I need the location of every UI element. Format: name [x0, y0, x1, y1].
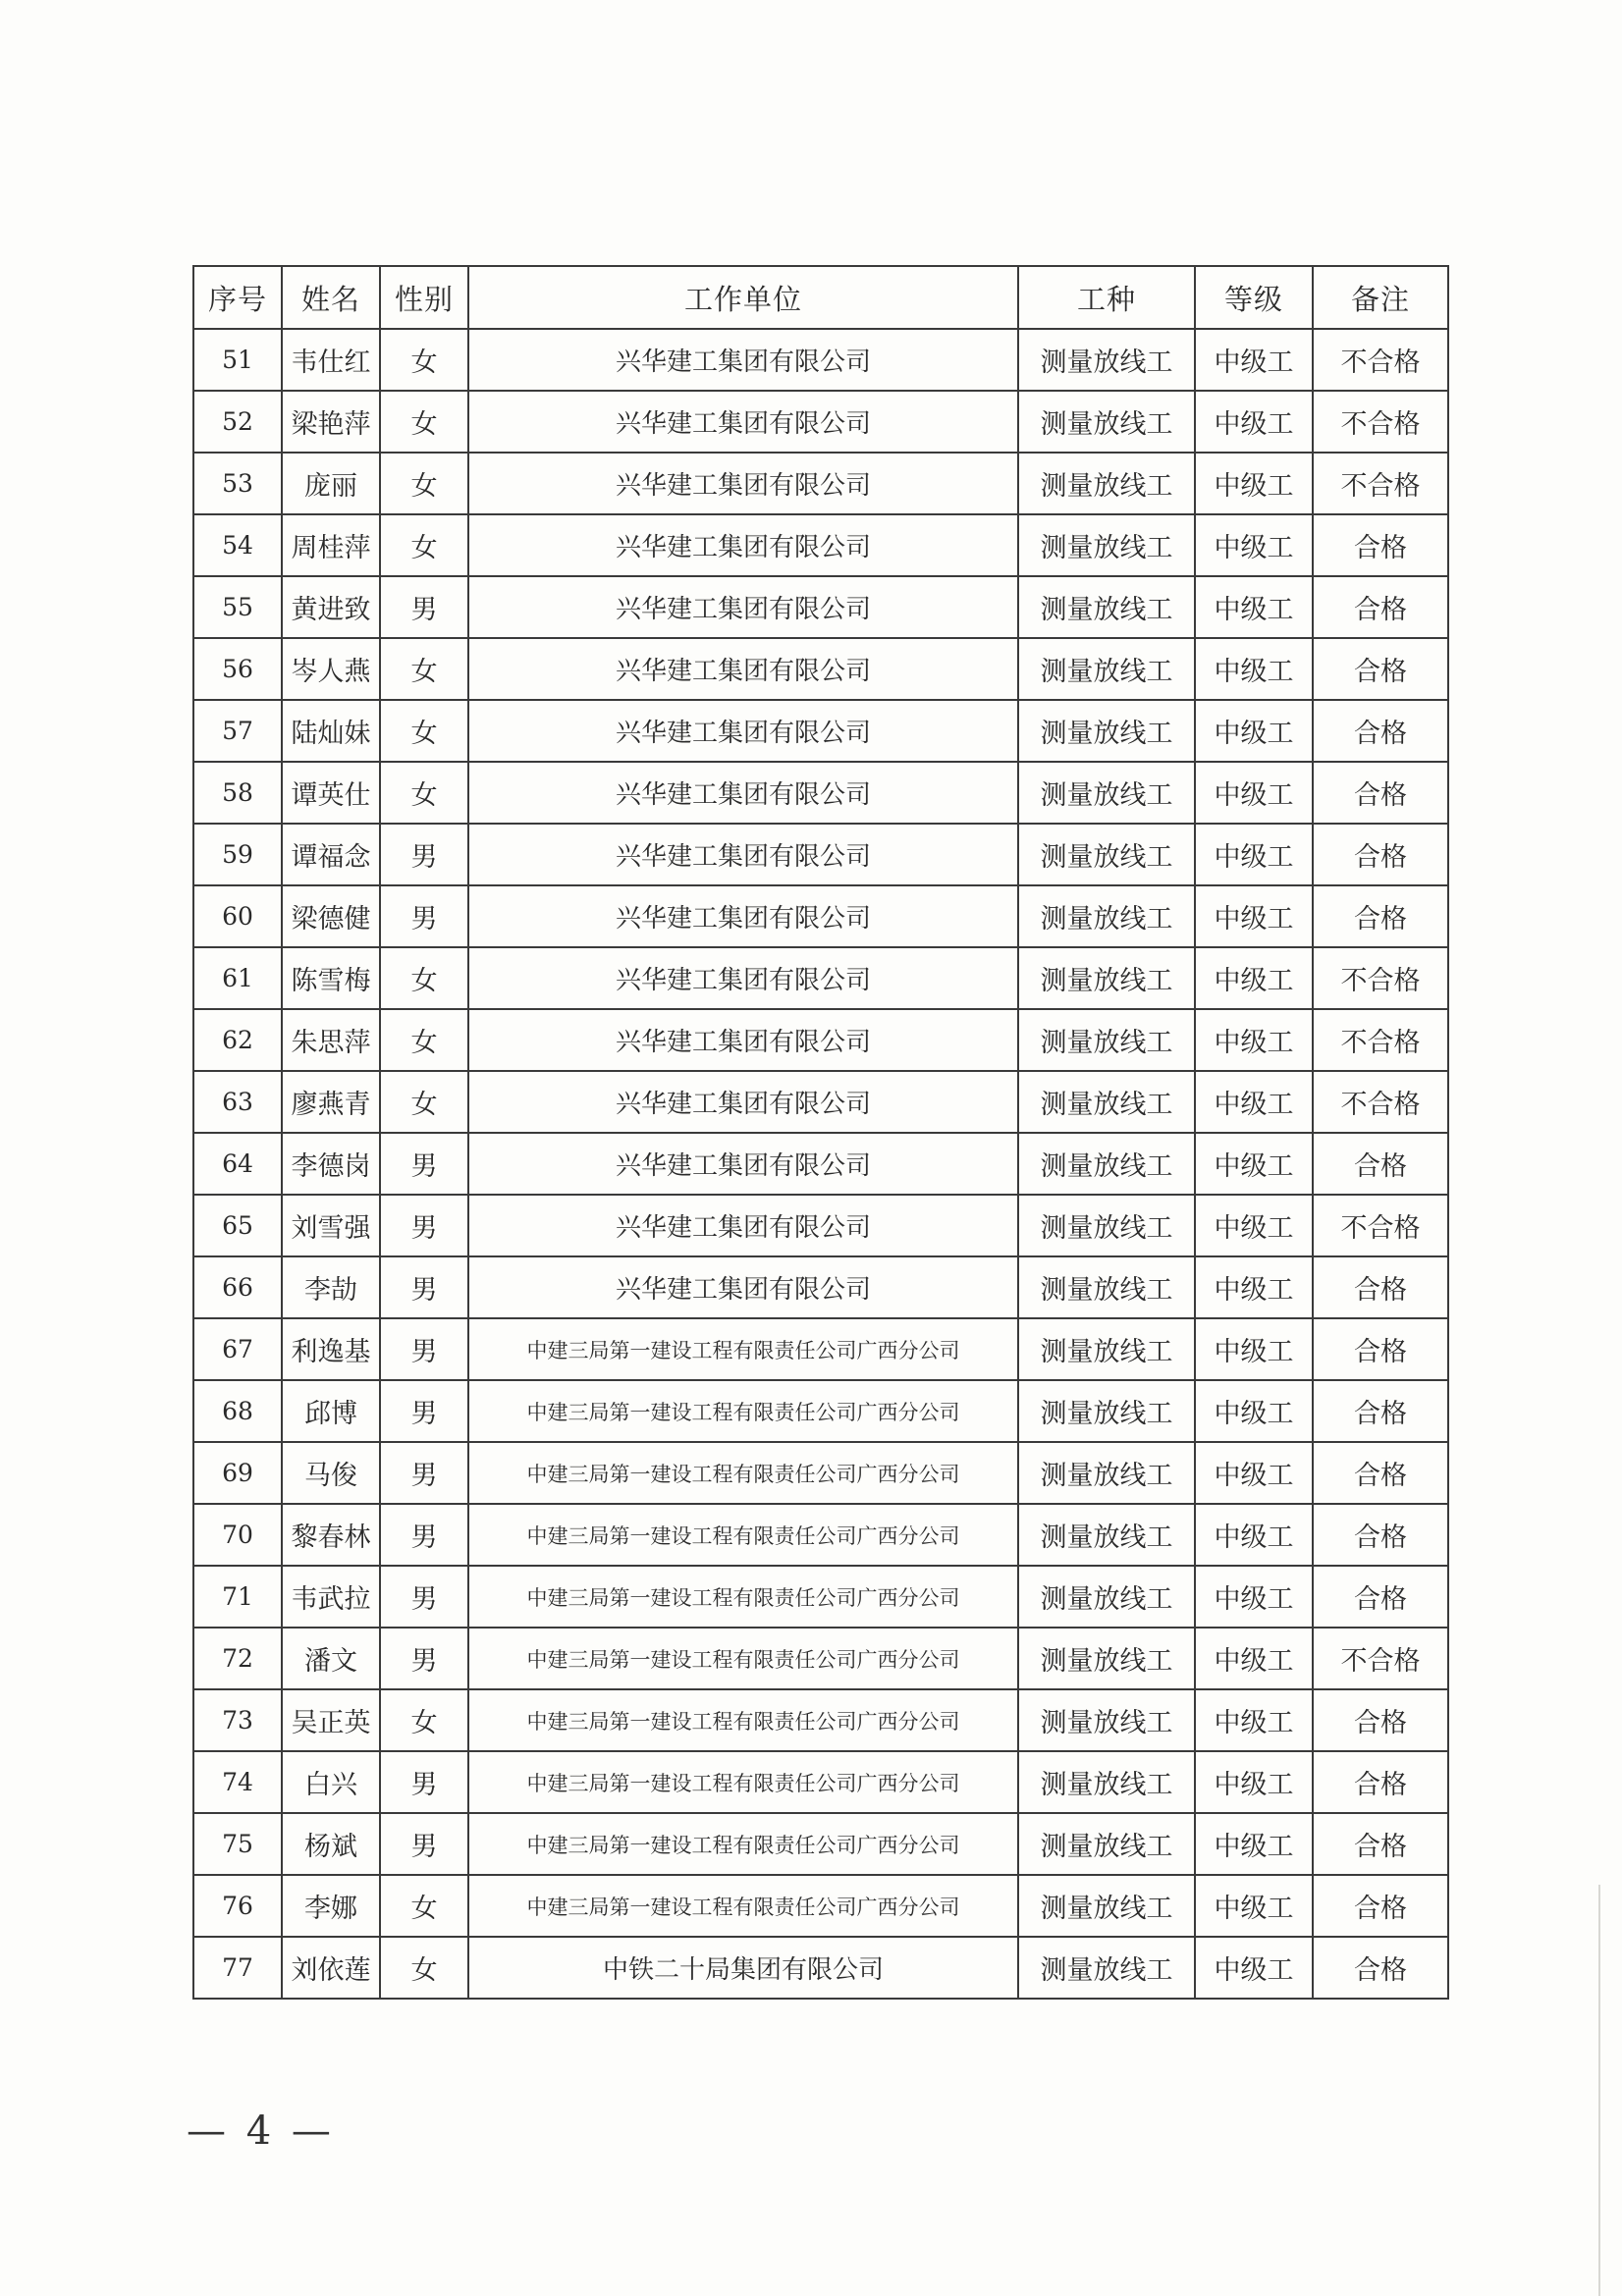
cell-remark: 合格 [1313, 1875, 1448, 1937]
cell-level: 中级工 [1195, 329, 1313, 391]
cell-work-unit: 兴华建工集团有限公司 [468, 762, 1018, 824]
cell-name: 黎春林 [282, 1504, 380, 1566]
cell-gender: 女 [380, 1071, 468, 1133]
cell-trade: 测量放线工 [1018, 1256, 1195, 1318]
cell-work-unit: 兴华建工集团有限公司 [468, 947, 1018, 1009]
cell-no: 56 [193, 638, 282, 700]
cell-trade: 测量放线工 [1018, 329, 1195, 391]
cell-name: 黄进致 [282, 576, 380, 638]
cell-gender: 男 [380, 1566, 468, 1628]
cell-gender: 女 [380, 700, 468, 762]
cell-gender: 女 [380, 1875, 468, 1937]
cell-work-unit: 兴华建工集团有限公司 [468, 1256, 1018, 1318]
table-row [193, 1875, 1448, 1937]
cell-trade: 测量放线工 [1018, 1009, 1195, 1071]
cell-gender: 女 [380, 453, 468, 514]
header-trade: 工种 [1018, 266, 1195, 329]
table-row [193, 1009, 1448, 1071]
cell-remark: 不合格 [1313, 1628, 1448, 1689]
cell-no: 67 [193, 1318, 282, 1380]
cell-remark: 合格 [1313, 576, 1448, 638]
cell-work-unit: 兴华建工集团有限公司 [468, 1009, 1018, 1071]
cell-no: 52 [193, 391, 282, 453]
cell-name: 梁艳萍 [282, 391, 380, 453]
cell-no: 77 [193, 1937, 282, 1999]
cell-no: 76 [193, 1875, 282, 1937]
table-row [193, 1566, 1448, 1628]
header-work-unit: 工作单位 [468, 266, 1018, 329]
cell-work-unit: 兴华建工集团有限公司 [468, 391, 1018, 453]
cell-trade: 测量放线工 [1018, 700, 1195, 762]
cell-no: 73 [193, 1689, 282, 1751]
cell-gender: 女 [380, 947, 468, 1009]
cell-level: 中级工 [1195, 1442, 1313, 1504]
cell-level: 中级工 [1195, 1813, 1313, 1875]
cell-work-unit: 兴华建工集团有限公司 [468, 824, 1018, 885]
cell-no: 57 [193, 700, 282, 762]
cell-work-unit: 中建三局第一建设工程有限责任公司广西分公司 [468, 1813, 1018, 1875]
cell-work-unit: 兴华建工集团有限公司 [468, 576, 1018, 638]
cell-work-unit: 中建三局第一建设工程有限责任公司广西分公司 [468, 1504, 1018, 1566]
cell-no: 64 [193, 1133, 282, 1195]
cell-name: 马俊 [282, 1442, 380, 1504]
cell-no: 54 [193, 514, 282, 576]
table-row [193, 514, 1448, 576]
cell-trade: 测量放线工 [1018, 1133, 1195, 1195]
cell-gender: 男 [380, 1751, 468, 1813]
cell-level: 中级工 [1195, 1195, 1313, 1256]
cell-remark: 合格 [1313, 885, 1448, 947]
cell-trade: 测量放线工 [1018, 1380, 1195, 1442]
cell-level: 中级工 [1195, 1133, 1313, 1195]
cell-gender: 女 [380, 638, 468, 700]
cell-name: 李德岗 [282, 1133, 380, 1195]
cell-level: 中级工 [1195, 1937, 1313, 1999]
cell-gender: 男 [380, 824, 468, 885]
cell-remark: 合格 [1313, 1504, 1448, 1566]
table-row [193, 885, 1448, 947]
cell-remark: 合格 [1313, 1442, 1448, 1504]
cell-level: 中级工 [1195, 1875, 1313, 1937]
cell-name: 韦仕红 [282, 329, 380, 391]
cell-trade: 测量放线工 [1018, 1195, 1195, 1256]
cell-no: 65 [193, 1195, 282, 1256]
cell-level: 中级工 [1195, 1009, 1313, 1071]
cell-work-unit: 中建三局第一建设工程有限责任公司广西分公司 [468, 1318, 1018, 1380]
table-row [193, 762, 1448, 824]
table-row [193, 1504, 1448, 1566]
cell-trade: 测量放线工 [1018, 453, 1195, 514]
table-row [193, 947, 1448, 1009]
table-row [193, 1689, 1448, 1751]
cell-gender: 女 [380, 1937, 468, 1999]
cell-name: 利逸基 [282, 1318, 380, 1380]
table-body [193, 329, 1448, 1999]
cell-trade: 测量放线工 [1018, 1875, 1195, 1937]
cell-work-unit: 中建三局第一建设工程有限责任公司广西分公司 [468, 1875, 1018, 1937]
cell-level: 中级工 [1195, 638, 1313, 700]
table-row [193, 1937, 1448, 1999]
cell-name: 朱思萍 [282, 1009, 380, 1071]
cell-gender: 男 [380, 1256, 468, 1318]
table-header-row [193, 266, 1448, 329]
cell-work-unit: 中建三局第一建设工程有限责任公司广西分公司 [468, 1689, 1018, 1751]
cell-work-unit: 兴华建工集团有限公司 [468, 453, 1018, 514]
cell-no: 55 [193, 576, 282, 638]
table-row [193, 391, 1448, 453]
table-row [193, 1751, 1448, 1813]
header-level: 等级 [1195, 266, 1313, 329]
cell-remark: 不合格 [1313, 947, 1448, 1009]
cell-level: 中级工 [1195, 1256, 1313, 1318]
cell-remark: 合格 [1313, 762, 1448, 824]
cell-level: 中级工 [1195, 1689, 1313, 1751]
cell-work-unit: 中铁二十局集团有限公司 [468, 1937, 1018, 1999]
cell-work-unit: 中建三局第一建设工程有限责任公司广西分公司 [468, 1566, 1018, 1628]
cell-no: 59 [193, 824, 282, 885]
cell-level: 中级工 [1195, 514, 1313, 576]
cell-no: 62 [193, 1009, 282, 1071]
cell-no: 60 [193, 885, 282, 947]
table-row [193, 329, 1448, 391]
table-row [193, 576, 1448, 638]
page-number: — 4 — [187, 2109, 335, 2154]
cell-name: 陆灿妹 [282, 700, 380, 762]
cell-trade: 测量放线工 [1018, 1504, 1195, 1566]
cell-work-unit: 兴华建工集团有限公司 [468, 1133, 1018, 1195]
cell-no: 75 [193, 1813, 282, 1875]
table-row [193, 1133, 1448, 1195]
cell-no: 66 [193, 1256, 282, 1318]
header-name: 姓名 [282, 266, 380, 329]
cell-remark: 合格 [1313, 700, 1448, 762]
cell-trade: 测量放线工 [1018, 824, 1195, 885]
cell-trade: 测量放线工 [1018, 1318, 1195, 1380]
cell-work-unit: 兴华建工集团有限公司 [468, 700, 1018, 762]
cell-level: 中级工 [1195, 824, 1313, 885]
cell-no: 74 [193, 1751, 282, 1813]
roster-table [192, 265, 1449, 2000]
cell-name: 邱博 [282, 1380, 380, 1442]
cell-trade: 测量放线工 [1018, 1813, 1195, 1875]
table-row [193, 1195, 1448, 1256]
header-remark: 备注 [1313, 266, 1448, 329]
cell-work-unit: 兴华建工集团有限公司 [468, 885, 1018, 947]
table-row [193, 1256, 1448, 1318]
cell-name: 潘文 [282, 1628, 380, 1689]
cell-level: 中级工 [1195, 391, 1313, 453]
table-row [193, 1442, 1448, 1504]
cell-gender: 女 [380, 762, 468, 824]
cell-remark: 不合格 [1313, 1009, 1448, 1071]
cell-trade: 测量放线工 [1018, 576, 1195, 638]
cell-name: 李娜 [282, 1875, 380, 1937]
cell-level: 中级工 [1195, 1318, 1313, 1380]
cell-name: 廖燕青 [282, 1071, 380, 1133]
cell-level: 中级工 [1195, 576, 1313, 638]
cell-remark: 不合格 [1313, 329, 1448, 391]
cell-remark: 合格 [1313, 1256, 1448, 1318]
cell-no: 58 [193, 762, 282, 824]
cell-name: 陈雪梅 [282, 947, 380, 1009]
header-gender: 性别 [380, 266, 468, 329]
cell-level: 中级工 [1195, 1071, 1313, 1133]
cell-remark: 合格 [1313, 1813, 1448, 1875]
cell-work-unit: 兴华建工集团有限公司 [468, 638, 1018, 700]
cell-gender: 男 [380, 1133, 468, 1195]
cell-no: 53 [193, 453, 282, 514]
cell-gender: 女 [380, 1009, 468, 1071]
cell-level: 中级工 [1195, 947, 1313, 1009]
cell-gender: 男 [380, 885, 468, 947]
cell-no: 70 [193, 1504, 282, 1566]
cell-name: 庞丽 [282, 453, 380, 514]
table-row [193, 638, 1448, 700]
cell-gender: 男 [380, 1318, 468, 1380]
table-row [193, 453, 1448, 514]
cell-trade: 测量放线工 [1018, 1628, 1195, 1689]
cell-trade: 测量放线工 [1018, 1937, 1195, 1999]
cell-trade: 测量放线工 [1018, 1071, 1195, 1133]
cell-level: 中级工 [1195, 1751, 1313, 1813]
cell-name: 谭英仕 [282, 762, 380, 824]
cell-gender: 女 [380, 391, 468, 453]
cell-work-unit: 中建三局第一建设工程有限责任公司广西分公司 [468, 1628, 1018, 1689]
cell-remark: 合格 [1313, 514, 1448, 576]
table-row [193, 700, 1448, 762]
cell-trade: 测量放线工 [1018, 1442, 1195, 1504]
cell-remark: 合格 [1313, 1689, 1448, 1751]
cell-name: 梁德健 [282, 885, 380, 947]
cell-gender: 女 [380, 329, 468, 391]
cell-level: 中级工 [1195, 1504, 1313, 1566]
cell-trade: 测量放线工 [1018, 947, 1195, 1009]
cell-name: 李劼 [282, 1256, 380, 1318]
cell-trade: 测量放线工 [1018, 391, 1195, 453]
cell-no: 71 [193, 1566, 282, 1628]
cell-remark: 合格 [1313, 1937, 1448, 1999]
cell-gender: 男 [380, 1380, 468, 1442]
cell-gender: 男 [380, 1195, 468, 1256]
cell-work-unit: 兴华建工集团有限公司 [468, 1195, 1018, 1256]
cell-level: 中级工 [1195, 1566, 1313, 1628]
table-row [193, 1813, 1448, 1875]
cell-no: 51 [193, 329, 282, 391]
cell-no: 69 [193, 1442, 282, 1504]
cell-work-unit: 兴华建工集团有限公司 [468, 1071, 1018, 1133]
cell-remark: 合格 [1313, 824, 1448, 885]
table-row [193, 824, 1448, 885]
cell-remark: 不合格 [1313, 391, 1448, 453]
cell-gender: 男 [380, 1442, 468, 1504]
cell-trade: 测量放线工 [1018, 514, 1195, 576]
table-row [193, 1380, 1448, 1442]
cell-work-unit: 兴华建工集团有限公司 [468, 329, 1018, 391]
cell-remark: 合格 [1313, 1133, 1448, 1195]
cell-trade: 测量放线工 [1018, 1751, 1195, 1813]
cell-no: 68 [193, 1380, 282, 1442]
cell-name: 周桂萍 [282, 514, 380, 576]
cell-name: 刘雪强 [282, 1195, 380, 1256]
cell-remark: 合格 [1313, 638, 1448, 700]
cell-level: 中级工 [1195, 885, 1313, 947]
cell-name: 吴正英 [282, 1689, 380, 1751]
cell-no: 63 [193, 1071, 282, 1133]
cell-gender: 女 [380, 1689, 468, 1751]
cell-work-unit: 中建三局第一建设工程有限责任公司广西分公司 [468, 1442, 1018, 1504]
cell-name: 谭福念 [282, 824, 380, 885]
cell-remark: 不合格 [1313, 1195, 1448, 1256]
cell-level: 中级工 [1195, 1380, 1313, 1442]
cell-gender: 男 [380, 1813, 468, 1875]
cell-remark: 合格 [1313, 1566, 1448, 1628]
cell-name: 白兴 [282, 1751, 380, 1813]
table-row [193, 1071, 1448, 1133]
cell-trade: 测量放线工 [1018, 638, 1195, 700]
cell-trade: 测量放线工 [1018, 885, 1195, 947]
cell-work-unit: 中建三局第一建设工程有限责任公司广西分公司 [468, 1380, 1018, 1442]
cell-gender: 男 [380, 576, 468, 638]
scan-edge-line [1598, 1885, 1600, 2296]
cell-remark: 合格 [1313, 1751, 1448, 1813]
cell-gender: 男 [380, 1628, 468, 1689]
cell-name: 刘依莲 [282, 1937, 380, 1999]
cell-level: 中级工 [1195, 700, 1313, 762]
table-row [193, 1318, 1448, 1380]
cell-no: 61 [193, 947, 282, 1009]
cell-remark: 不合格 [1313, 453, 1448, 514]
cell-level: 中级工 [1195, 1628, 1313, 1689]
cell-name: 韦武拉 [282, 1566, 380, 1628]
cell-no: 72 [193, 1628, 282, 1689]
cell-level: 中级工 [1195, 762, 1313, 824]
cell-name: 岑人燕 [282, 638, 380, 700]
cell-name: 杨斌 [282, 1813, 380, 1875]
cell-remark: 不合格 [1313, 1071, 1448, 1133]
header-no: 序号 [193, 266, 282, 329]
cell-remark: 合格 [1313, 1380, 1448, 1442]
cell-work-unit: 中建三局第一建设工程有限责任公司广西分公司 [468, 1751, 1018, 1813]
cell-gender: 女 [380, 514, 468, 576]
cell-gender: 男 [380, 1504, 468, 1566]
table-row [193, 1628, 1448, 1689]
cell-level: 中级工 [1195, 453, 1313, 514]
cell-trade: 测量放线工 [1018, 1566, 1195, 1628]
cell-trade: 测量放线工 [1018, 1689, 1195, 1751]
cell-remark: 合格 [1313, 1318, 1448, 1380]
cell-trade: 测量放线工 [1018, 762, 1195, 824]
cell-work-unit: 兴华建工集团有限公司 [468, 514, 1018, 576]
